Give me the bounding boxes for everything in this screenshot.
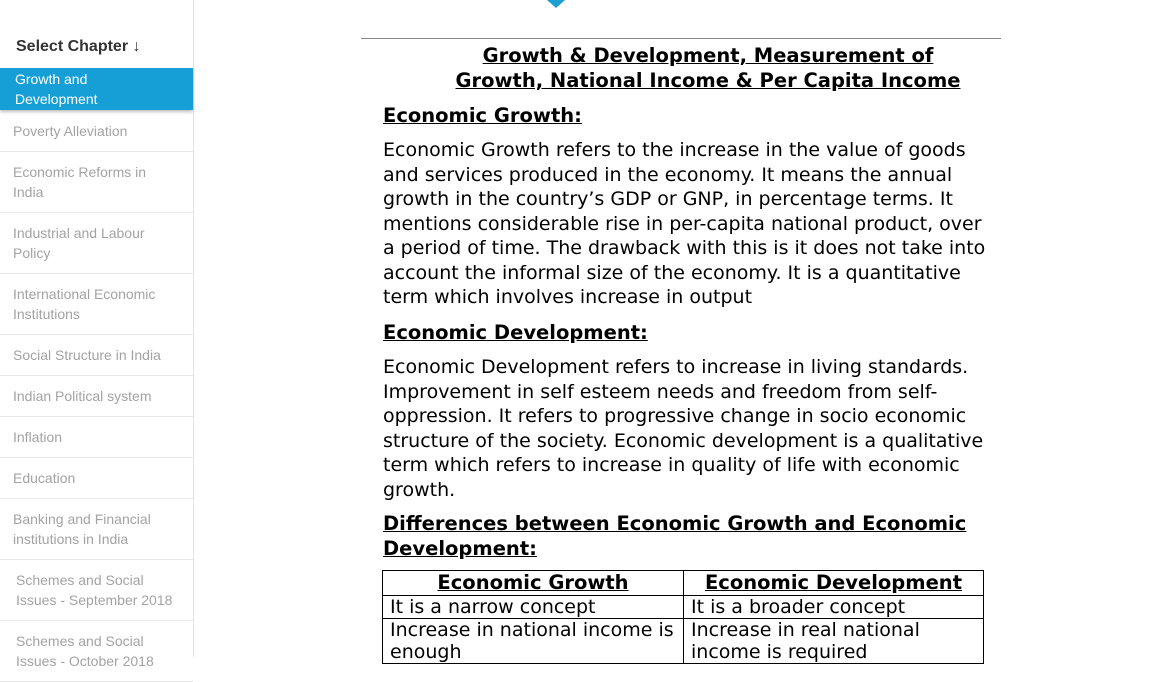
economic-development-paragraph: Economic Development refers to increase in living standards. Improvement in self esteem needs and freedom from self-oppression. It refers to progressive change in socio economic structure of the society. Economic development is a qualitative term which refers to increase in quality of life with economic growth. [383,356,984,501]
chapter-item-international-economic-institutions[interactable]: International Economic Institutions [0,274,193,335]
table-cell: Increase in national income is enough [383,619,684,664]
table-header-development: Economic Development [684,571,984,596]
table-row [383,596,984,619]
document-content [383,43,986,560]
chapter-item-social-structure[interactable]: Social Structure in India [0,335,193,376]
economic-growth-paragraph: Economic Growth refers to the increase in the value of goods and services produced in the economy. It means the annual growth in the country’s GDP or GNP, in percentage terms. It mentions considerable rise in per-capita national product, over a period of time. The drawback with this is it does not take into account the informal size of the economy. It is a quantitative term which involves increase in output [383,139,986,308]
table-row [383,619,984,664]
chapter-sidebar [0,0,194,669]
chapter-item-economic-reforms[interactable]: Economic Reforms in India [0,152,193,213]
chapter-menu [0,68,193,682]
chapter-item-industrial-labour-policy[interactable]: Industrial and Labour Policy [0,213,193,274]
chapter-item-growth-and-development[interactable]: Growth and Development [0,68,193,110]
table-header-row [383,571,984,596]
differences-heading: Differences between Economic Growth and Economic Development: [383,512,967,560]
comparison-table [382,570,984,664]
table-cell: Increase in real national income is required [684,619,984,664]
select-chapter-title[interactable]: Select Chapter ↓ [16,38,141,55]
economic-development-heading: Economic Development: [383,321,648,344]
chapter-item-banking-financial-institutions[interactable]: Banking and Financial institutions in India [0,499,193,560]
content-divider [361,38,1001,39]
table-cell: It is a broader concept [684,596,984,619]
table-header-growth: Economic Growth [383,571,684,596]
chapter-item-poverty-alleviation[interactable]: Poverty Alleviation [0,111,193,152]
economic-growth-heading: Economic Growth: [383,104,582,127]
chapter-item-indian-political-system[interactable]: Indian Political system [0,376,193,417]
chapter-item-inflation[interactable]: Inflation [0,417,193,458]
table-cell: It is a narrow concept [383,596,684,619]
document-title: Growth & Development, Measurement of Growth, National Income & Per Capita Income [455,44,961,92]
scroll-marker-icon [547,0,565,8]
chapter-item-schemes-september-2018[interactable]: Schemes and Social Issues - September 2018 [0,560,193,621]
chapter-item-education[interactable]: Education [0,458,193,499]
chapter-item-schemes-october-2018[interactable]: Schemes and Social Issues - October 2018 [0,621,193,682]
